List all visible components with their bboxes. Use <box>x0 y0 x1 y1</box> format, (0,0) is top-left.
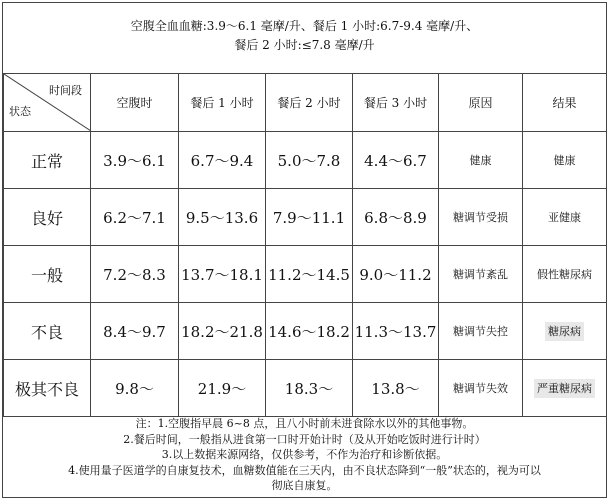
table-row <box>4 246 607 303</box>
state-cell: 良好 <box>4 189 91 246</box>
table-row <box>4 360 607 417</box>
header-line-2: 餐后 2 小时:≤7.8 毫摩/升 <box>234 38 375 52</box>
result-highlight: 严重糖尿病 <box>534 379 595 398</box>
result-text: 假性糖尿病 <box>537 268 592 281</box>
value-cell: 8.4～9.7 <box>91 303 179 360</box>
value-cell: 3.9～6.1 <box>91 132 179 189</box>
value-cell: 6.2～7.1 <box>91 189 179 246</box>
value-cell: 9.0～11.2 <box>353 246 439 303</box>
value-cell: 18.2～21.8 <box>179 303 266 360</box>
result-cell <box>523 360 607 417</box>
value-cell: 6.8～8.9 <box>353 189 439 246</box>
result-text: 健康 <box>553 154 576 167</box>
column-header: 餐后 1 小时 <box>179 74 266 132</box>
reason-cell: 健康 <box>439 132 523 189</box>
value-cell: 11.3～13.7 <box>353 303 439 360</box>
reason-cell: 糖调节失控 <box>439 303 523 360</box>
value-cell: 11.2～14.5 <box>266 246 353 303</box>
state-cell: 不良 <box>4 303 91 360</box>
note-line-3: 3.以上数据来源网络，仅供参考，不作为治疗和诊断依据。 <box>161 448 448 461</box>
column-header: 餐后 2 小时 <box>266 74 353 132</box>
state-cell: 正常 <box>4 132 91 189</box>
value-cell: 21.9～ <box>179 360 266 417</box>
table-header-row <box>4 74 607 132</box>
table-row <box>4 189 607 246</box>
value-cell: 18.3～ <box>266 360 353 417</box>
value-cell: 13.8～ <box>353 360 439 417</box>
column-header: 结果 <box>523 74 607 132</box>
footnotes <box>3 411 606 497</box>
value-cell: 14.6～18.2 <box>266 303 353 360</box>
reason-cell: 糖调节紊乱 <box>439 246 523 303</box>
value-cell: 13.7～18.1 <box>179 246 266 303</box>
corner-label-time: 时间段 <box>49 84 82 97</box>
state-cell: 一般 <box>4 246 91 303</box>
corner-label-state: 状态 <box>9 105 31 118</box>
result-text: 亚健康 <box>548 211 581 224</box>
result-cell <box>523 246 607 303</box>
blood-sugar-table <box>3 73 607 417</box>
corner-cell <box>4 74 91 132</box>
state-cell: 极其不良 <box>4 360 91 417</box>
result-highlight: 糖尿病 <box>545 322 584 341</box>
table-row <box>4 132 607 189</box>
value-cell: 9.5～13.6 <box>179 189 266 246</box>
column-header: 空腹时 <box>91 74 179 132</box>
result-cell <box>523 132 607 189</box>
value-cell: 7.9～11.1 <box>266 189 353 246</box>
note-line-5: 彻底自康复。 <box>271 479 338 492</box>
reference-values-header <box>3 3 606 73</box>
column-header: 原因 <box>439 74 523 132</box>
header-line-1: 空腹全血血糖:3.9～6.1 毫摩/升、餐后 1 小时:6.7-9.4 毫摩/升、 <box>130 19 479 33</box>
value-cell: 9.8～ <box>91 360 179 417</box>
result-cell <box>523 303 607 360</box>
table-row <box>4 303 607 360</box>
note-line-4: 4.使用量子医道学的自康复技术，血糖数值能在三天内，由不良状态降到“一般”状态的，视为可以 <box>68 463 541 477</box>
value-cell: 6.7～9.4 <box>179 132 266 189</box>
reason-cell: 糖调节受损 <box>439 189 523 246</box>
result-cell <box>523 189 607 246</box>
value-cell: 4.4～6.7 <box>353 132 439 189</box>
value-cell: 7.2～8.3 <box>91 246 179 303</box>
column-header: 餐后 3 小时 <box>353 74 439 132</box>
note-line-2: 2.餐后时间，一般指从进食第一口时开始计时（及从开始吃饭时进行计时） <box>123 432 486 446</box>
value-cell: 5.0～7.8 <box>266 132 353 189</box>
blood-sugar-reference-sheet <box>2 2 607 498</box>
note-line-1: 注：1.空腹指早晨 6~8 点，且八小时前未进食除水以外的其他事物。 <box>135 417 474 430</box>
reason-cell: 糖调节失效 <box>439 360 523 417</box>
